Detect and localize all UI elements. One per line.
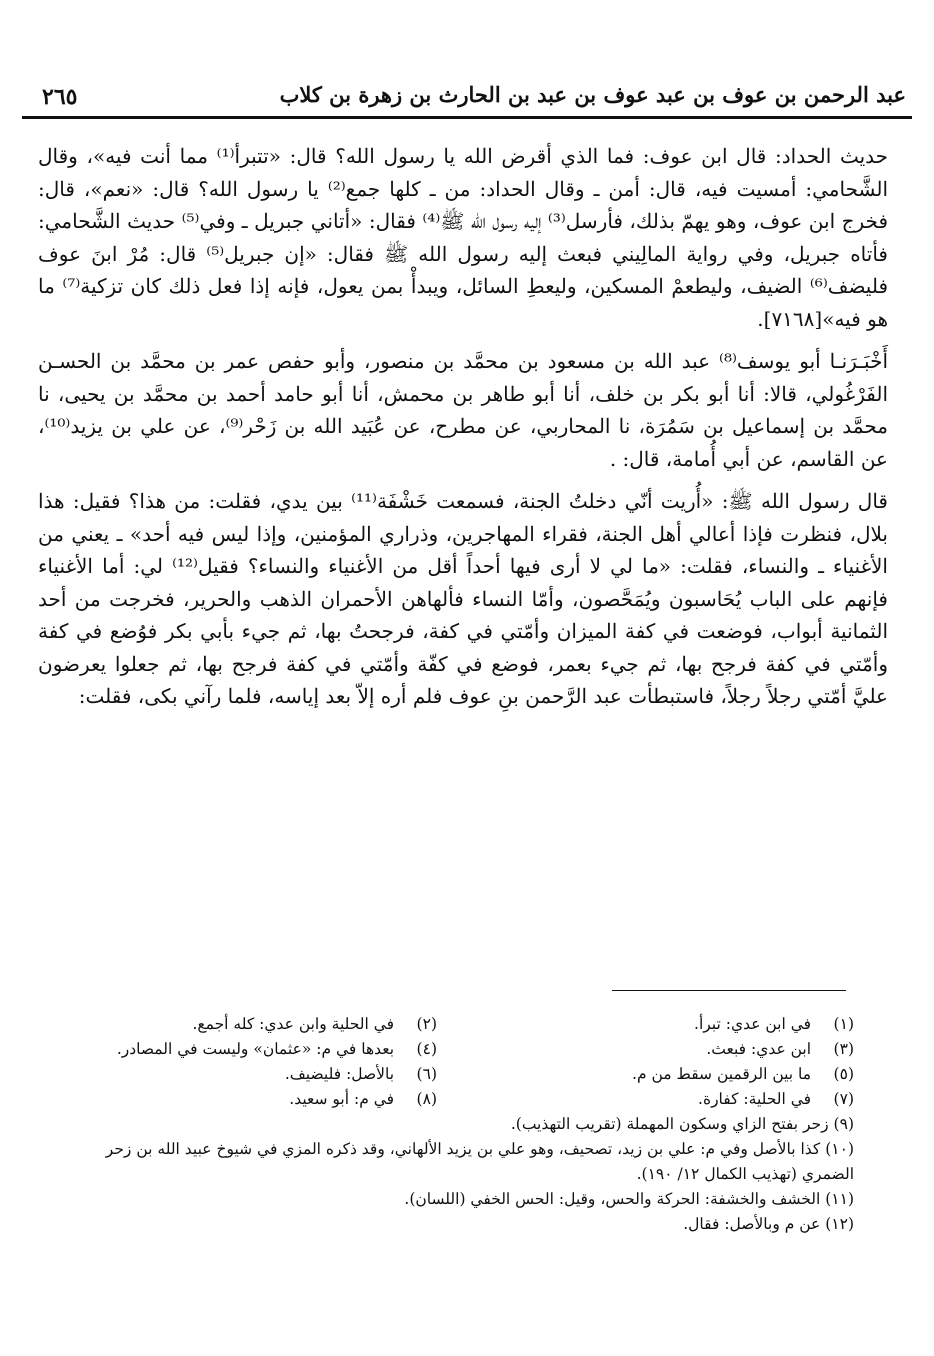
- footnote-item: (٧) في الحلية: كفارة.: [698, 1090, 854, 1108]
- footnote-11: (١١) الخشف والخشفة: الحركة والحس، وقيل: الحس الخفي (اللسان).: [404, 1190, 854, 1208]
- footnote-item: (٢) في الحلية وابن عدي: كله أجمع.: [192, 1015, 437, 1033]
- page-number: ٢٦٥: [42, 84, 78, 110]
- main-text: [38, 140, 888, 723]
- page-header: [22, 78, 912, 119]
- footnotes: [50, 1012, 854, 1237]
- footnote-item: (١) في ابن عدي: تبرأ.: [694, 1015, 854, 1033]
- footnote-12: (١٢) عن م وبالأصل: فقال.: [683, 1215, 854, 1233]
- paragraph-2: أَخْبَـرَنـا أبو يوسف⁽⁸⁾ عبد الله بن مسعود بن محمَّد بن منصور، وأبو حفص عمر بن محمَّد بن الحسـن الفَرْغُولي، قالا: أنا أبو بكر بن خلف، أنا أبو طاهر بن محمش، أنا أبو حامد أحمد بن محمَّد بن يحيى، نا محمَّد بن إسماعيل بن سَمُرَة، نا المحاربي، عن مطرح، عن عُبَيد الله بن زَحْر⁽⁹⁾، عن علي بن يزيد⁽¹⁰⁾، عن القاسم، عن أبي أُمامة، قال: .: [38, 349, 889, 471]
- running-title: عبد الرحمن بن عوف بن عبد عوف بن عبد بن الحارث بن زهرة بن كلاب: [279, 82, 906, 107]
- footnote-item: (٦) بالأصل: فليضيف.: [284, 1065, 437, 1083]
- footnote-10: (١٠) كذا بالأصل وفي م: علي بن زيد، تصحيف، وهو علي بن يزيد الألهاني، وقد ذكره المزي في شيوخ عبيد الله بن زحر الضمري (تهذيب الكمال ١٢/ ١٩٠).: [105, 1140, 854, 1183]
- footnote-divider: [612, 990, 846, 991]
- footnote-item: (٥) ما بين الرقمين سقط من م.: [632, 1065, 854, 1083]
- footnote-9: (٩) زحر بفتح الزاي وسكون المهملة (تقريب التهذيب).: [510, 1115, 854, 1133]
- paragraph-1: حديث الحداد: قال ابن عوف: فما الذي أقرض الله يا رسول الله؟ قال: «تتبرأ⁽¹⁾ مما أنت فيه»، وقال الشَّحامي: أمسيت فيه، قال: أمن ـ وقال الحداد: من ـ كلها جمع⁽²⁾ يا رسول الله؟ قال: «نعم»، قال: فخرج ابن عوف، وهو يهمّ بذلك، فأرسل⁽³⁾ إليه رسول الله ﷺ⁽⁴⁾ فقال: «أتاني جبريل ـ وفي⁽⁵⁾ حديث الشَّحامي: فأتاه جبريل، وفي رواية المالِيني فبعث إليه رسول الله ﷺ فقال: «إن جبريل⁽⁵⁾ قال: مُرْ ابنَ عوف فليضف⁽⁶⁾ الضيف، وليطعمْ المسكين، وليعطِ السائل، ويبدأْ بمن يعول، فإنه إذا فعل ذلك كان تزكية⁽⁷⁾ ما هو فيه»[٧١٦٨].: [38, 144, 889, 331]
- footnote-item: (٨) في م: أبو سعيد.: [289, 1090, 437, 1108]
- paragraph-3: قال رسول الله ﷺ: «أُريت أنّي دخلتُ الجنة، فسمعت خَشْفَة⁽¹¹⁾ بين يدي، فقلت: من هذا؟ فقيل: هذا بلال، فنظرت فإذا أعالي أهل الجنة، فقراء المهاجرين، وذراري المؤمنين، وإذا ليس فيه أحد» ـ يعني من الأغنياء ـ والنساء، فقلت: «ما لي لا أرى فيها أحداً أقل من الأغنياء والنساء؟ فقيل⁽¹²⁾ لي: أما الأغنياء فإنهم على الباب يُحَاسبون ويُمَحَّصون، وأمّا النساء فألهاهن الأحمران الذهب والحرير، فخرجت من أحد الثمانية أبواب، فوضعت في كفة الميزان وأمّتي في كفة، فرجحتُ بها، ثم جيء بأبي بكر فوُضع في كفة وأمّتي في كفة فرجح بها، ثم جيء بعمر، فوضع في كفّة وأمّتي في كفة فرجح بها، ثم جعلوا يعرضون عليَّ أمّتي رجلاً رجلاً، فاستبطأت عبد الرَّحمن بنِ عوف فلم أره إلاّ بعد إياسه، فلما رآني بكى، فقلت:: [38, 489, 888, 708]
- footnote-item: (٤) بعدها في م: «عثمان» وليست في المصادر.: [116, 1040, 437, 1058]
- footnote-item: (٣) ابن عدي: فبعث.: [706, 1040, 854, 1058]
- footnote-grid: [50, 1012, 854, 1112]
